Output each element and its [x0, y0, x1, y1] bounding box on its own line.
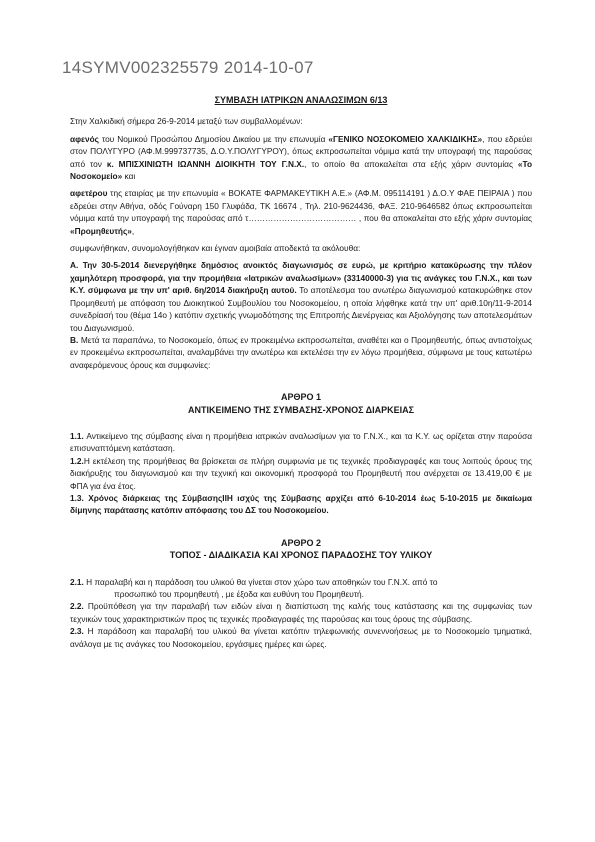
- party-second-lead: αφετέρου: [70, 188, 108, 199]
- paragraph-a-text: Το αποτέλεσμα του ανωτέρω διαγωνισμού κατακυρώθηκε στον Προμηθευτή με απόφαση του Διοικητικού Συμβουλίου του Νοσοκομείου, η οποία λήφθηκε κατά την υπ' αριθ.10η/11-9-2014 συνεδρίασή του (θέμα 14ο ) κατόπιν σχετικής γνωμοδότησης της Επιτροπής Διενέργειας και Αξιολόγησης των αποτελεσμάτων του Διαγωνισμού.: [70, 285, 532, 333]
- clause-1-3-text: 1.3. Χρόνος διάρκειας της ΣύμβασηςΙΙΗ ισχύς της Σύμβασης αρχίζει από 6-10-2014 έως 5-10-2015 με δικαίωμα δίμηνης παράτασης κατόπιν απόφασης του ΔΣ του Νοσοκομείου.: [70, 492, 532, 516]
- article-2-heading: ΤΟΠΟΣ - ΔΙΑΔΙΚΑΣΙΑ ΚΑΙ ΧΡΟΝΟΣ ΠΑΡΑΔΟΣΗΣ ΤΟΥ ΥΛΙΚΟΥ: [169, 550, 433, 561]
- party-first-text-1: του Νομικού Προσώπου Δημοσίου Δικαίου με την επωνυμία: [98, 133, 329, 144]
- clause-1-2: [70, 455, 532, 492]
- clause-2-2: [70, 600, 532, 625]
- clause-1-1: [70, 430, 532, 455]
- clause-2-3: [70, 625, 532, 650]
- clause-2-1-continuation: προσωπικό του προμηθευτή , με έξοδα και ευθύνη του Προμηθευτή.: [114, 589, 364, 599]
- clause-2-3-number: 2.3.: [70, 626, 84, 637]
- hospital-name: «ΓΕΝΙΚΟ ΝΟΣΟΚΟΜΕΙΟ ΧΑΛΚΙΔΙΚΗΣ»: [328, 133, 483, 144]
- clause-1-3: [70, 492, 532, 517]
- document-reference-code: 14SYMV002325579 2014-10-07: [62, 58, 314, 77]
- contract-title: ΣΥΜΒΑΣΗ ΙΑΤΡΙΚΩΝ ΑΝΑΛΩΣΙΜΩΝ 6/13: [214, 95, 388, 105]
- paragraph-b-label: Β.: [70, 334, 79, 345]
- article-2-number: ΑΡΘΡΟ 2: [280, 537, 321, 548]
- party-second-paragraph: [70, 187, 532, 237]
- party-first-text-2: , που εδρεύει στον ΠΟΛΥΓΥΡΟ (ΑΦ.Μ.999737735, Δ.Ο.Υ.ΠΟΛΥΓΥΡΟΥ), όπως εκπροσωπείται νόμιμα κατά την υπογραφή της παρούσας από τον: [70, 133, 532, 169]
- contract-document: [70, 88, 532, 650]
- party-first-text-3: , το οποίο θα αποκαλείται στα εξής χάριν συντομίας: [304, 158, 518, 169]
- paragraph-b-text: Μετά τα παραπάνω, το Νοσοκομείο, όπως εν προκειμένω εκπροσωπείται, αναθέτει και ο Προμηθευτής, όπως αντιστοίχως εν προκειμένω εκπροσωπείται, αναλαμβάνει την ανωτέρω και εκτελέσει την εν λόγω προμήθεια, σύμφωνα με τους κατωτέρω αναφερόμενους όρους και συμφωνίες:: [70, 334, 532, 370]
- party-second-text-2: ,: [131, 225, 135, 236]
- party-first-text-4: και: [122, 171, 136, 182]
- hospital-alias: «Το Νοσοκομείο»: [70, 158, 533, 182]
- party-first-lead: αφενός: [70, 133, 99, 144]
- party-second-text-1: της εταιρίας με την επωνυμία « ΒΟΚΑΤΕ ΦΑΡΜΑΚΕΥΤΙΚΗ Α.Ε.» (ΑΦ.Μ. 095114191 ) Δ.Ο.Υ ΦΑΕ ΠΕΙΡΑΙΑ ) που εδρεύει στην Αθήνα, οδός Γούναρη 150 Γλυφάδα, ΤΚ 16674 , Τηλ. 210-9624436, ΦΑΞ. 210-9646582 όπως εκπροσωπείται νόμιμα κατά την υπογραφή της παρούσας από τ………………………………… , που θα αποκαλείται στο εξής χάριν συντομίας: [70, 188, 532, 224]
- clause-1-1-number: 1.1.: [70, 430, 84, 441]
- article-1-number: ΑΡΘΡΟ 1: [280, 392, 321, 403]
- intro-line: Στην Χαλκιδική σήμερα 26-9-2014 μεταξύ των συμβαλλομένων:: [70, 116, 303, 127]
- clause-1-1-text: Αντικείμενο της σύμβασης είναι η προμήθεια ιατρικών αναλωσίμων για το Γ.Ν.Χ., και τα Κ.Υ. ως ορίζεται στην παρούσα επισυναπτόμενη κατάσταση.: [70, 430, 532, 454]
- agreement-line: συμφωνήθηκαν, συνομολογήθηκαν και έγιναν αμοιβαία αποδεκτά τα ακόλουθα:: [70, 243, 361, 254]
- clause-1-2-number: 1.2.: [70, 455, 84, 466]
- paragraph-a: [70, 259, 532, 333]
- clause-2-1: [70, 576, 532, 588]
- article-1-heading: ΑΝΤΙΚΕΙΜΕΝΟ ΤΗΣ ΣΥΜΒΑΣΗΣ-ΧΡΟΝΟΣ ΔΙΑΡΚΕΙΑΣ: [187, 404, 415, 415]
- paragraph-a-bold: Α. Την 30-5-2014 διενεργήθηκε δημόσιος ανοικτός διαγωνισμός σε ευρώ, με κριτήριο κατακύρωσης την πλέον χαμηλότερη προσφορά, για την προμήθεια «Ιατρικών αναλωσίμων» (33140000-3) για τις ανάγκες του Γ.Ν.Χ., και των Κ.Υ. σύμφωνα με την υπ' αριθ. 6η/2014 διακήρυξη αυτού.: [70, 260, 532, 296]
- clause-2-1-text: Η παραλαβή και η παράδοση του υλικού θα γίνεται στον χώρο των αποθηκών του Γ.Ν.Χ. από το: [83, 576, 438, 587]
- clause-2-1-number: 2.1.: [70, 576, 84, 587]
- hospital-representative: κ. ΜΠΙΣΧΙΝΙΩΤΗ ΙΩΑΝΝΗ ΔΙΟΙΚΗΤΗ ΤΟΥ Γ.Ν.Χ.: [106, 158, 305, 169]
- clause-2-2-number: 2.2.: [70, 601, 84, 612]
- clause-2-2-text: Προϋπόθεση για την παραλαβή των ειδών είναι η διαπίστωση της καλής τους κατάστασης και της συμφωνίας των τεχνικών τους χαρακτηριστικών προς τις τεχνικές προδιαγραφές της παρούσας και τους όρους της σύμβασης.: [70, 601, 532, 624]
- clause-2-3-text: Η παράδοση και παραλαβή του υλικού θα γίνεται κατόπιν τηλεφωνικής συνεννοήσεως με το Νοσοκομείο τμηματικά, ανάλογα με τις ανάγκες του Νοσοκομείου, εργάσιμες ημέρες και ώρες.: [70, 626, 532, 649]
- supplier-alias: «Προμηθευτής»: [70, 225, 132, 236]
- party-first-paragraph: [70, 133, 532, 183]
- paragraph-b: [70, 334, 532, 371]
- clause-1-2-text: Η εκτέλεση της προμήθειας θα βρίσκεται σε πλήρη συμφωνία με τις τεχνικές προδιαγραφές και τους λοιπούς όρους της διακήρυξης του διαγωνισμού και την τεχνική και οικονομική προσφορά του Προμηθευτή που ανέρχεται σε 13.419,00 € με ΦΠΑ για ένα έτος.: [70, 455, 532, 491]
